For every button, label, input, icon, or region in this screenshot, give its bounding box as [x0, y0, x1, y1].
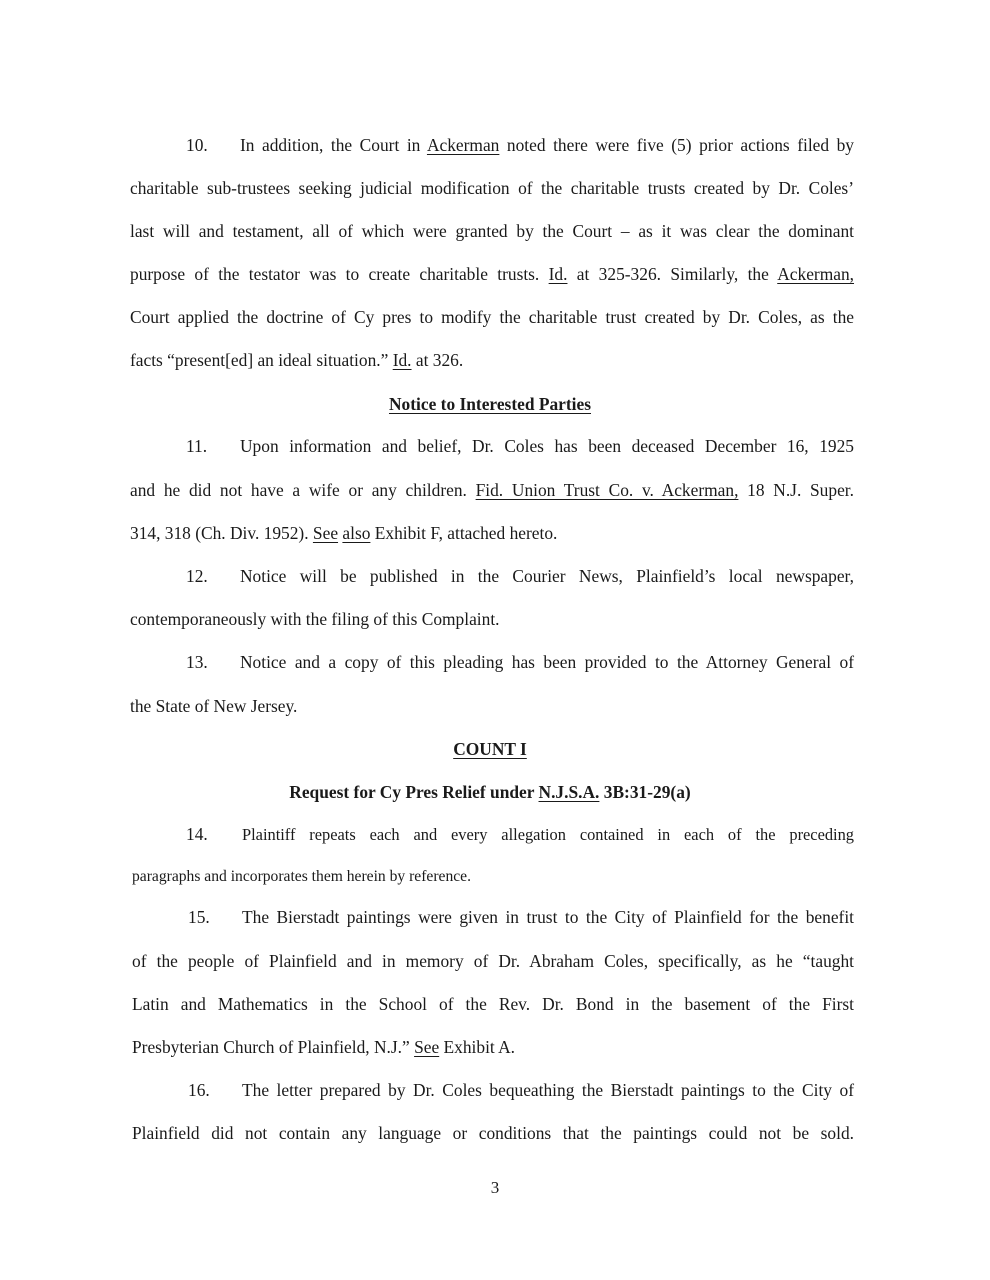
paragraph-15-line-2: of the people of Plainfield and in memory of Dr. Abraham Coles, specifically, as he “taught	[132, 951, 854, 971]
paragraph-10-line-6: facts “present[ed] an ideal situation.” Id. at 326.	[130, 350, 464, 370]
page-number: 3	[490, 1178, 500, 1197]
paragraph-number: 11.	[186, 436, 208, 456]
id-citation: Id.	[548, 264, 568, 284]
paragraph-10-line-2: charitable sub-trustees seeking judicial modification of the charitable trusts created by Dr. Coles’	[130, 178, 854, 198]
paragraph-number: 14.	[186, 824, 208, 844]
statute-citation: N.J.S.A.	[538, 782, 600, 802]
paragraph-14-line-1: 14. Plaintiff repeats each and every allegation contained in each of the preceding	[186, 824, 854, 844]
id-citation: Id.	[392, 350, 412, 370]
paragraph-13-line-2: the State of New Jersey.	[130, 696, 298, 716]
count-subheading: Request for Cy Pres Relief under N.J.S.A. 3B:31-29(a)	[289, 782, 691, 802]
paragraph-16-line-2: Plainfield did not contain any language or conditions that the paintings could not be sold.	[132, 1123, 854, 1143]
paragraph-number: 16.	[188, 1080, 210, 1100]
paragraph-15-line-4: Presbyterian Church of Plainfield, N.J.” See Exhibit A.	[132, 1037, 516, 1057]
paragraph-13-line-1: 13. Notice and a copy of this pleading has been provided to the Attorney General of	[186, 652, 854, 672]
paragraph-10-line-5: Court applied the doctrine of Cy pres to modify the charitable trust created by Dr. Coles, as the	[130, 307, 854, 327]
section-heading-notice: Notice to Interested Parties	[388, 394, 591, 414]
paragraph-10-line-4: purpose of the testator was to create charitable trusts. Id. at 325-326. Similarly, the Ackerman,	[130, 264, 855, 284]
paragraph-11-line-2: and he did not have a wife or any children. Fid. Union Trust Co. v. Ackerman, 18 N.J. Super.	[130, 480, 854, 500]
paragraph-12-line-1: 12. Notice will be published in the Courier News, Plainfield’s local newspaper,	[186, 566, 854, 586]
paragraph-11-line-3: 314, 318 (Ch. Div. 1952). See also Exhibit F, attached hereto.	[130, 523, 558, 543]
paragraph-15-line-3: Latin and Mathematics in the School of the Rev. Dr. Bond in the basement of the First	[132, 994, 854, 1014]
paragraph-14-line-2: paragraphs and incorporates them herein by reference.	[132, 868, 471, 885]
paragraph-number: 15.	[188, 907, 210, 927]
paragraph-number: 12.	[186, 566, 208, 586]
paragraph-number: 10.	[186, 135, 208, 155]
case-citation: Ackerman	[426, 135, 500, 155]
paragraph-11-line-1: 11. Upon information and belief, Dr. Coles has been deceased December 16, 1925	[186, 436, 854, 456]
paragraph-10-line-1: 10. In addition, the Court in Ackerman noted there were five (5) prior actions filed by	[186, 135, 854, 155]
paragraph-15-line-1: 15. The Bierstadt paintings were given in trust to the City of Plainfield for the benefit	[188, 907, 854, 927]
case-citation: Fid. Union Trust Co. v. Ackerman,	[475, 480, 739, 500]
paragraph-10-line-3: last will and testament, all of which were granted by the Court – as it was clear the dominant	[130, 221, 854, 241]
case-citation: Ackerman,	[777, 264, 855, 284]
count-heading: COUNT I	[453, 739, 527, 759]
paragraph-number: 13.	[186, 652, 208, 672]
paragraph-12-line-2: contemporaneously with the filing of this Complaint.	[130, 609, 500, 629]
paragraph-16-line-1: 16. The letter prepared by Dr. Coles bequeathing the Bierstadt paintings to the City of	[188, 1080, 854, 1100]
